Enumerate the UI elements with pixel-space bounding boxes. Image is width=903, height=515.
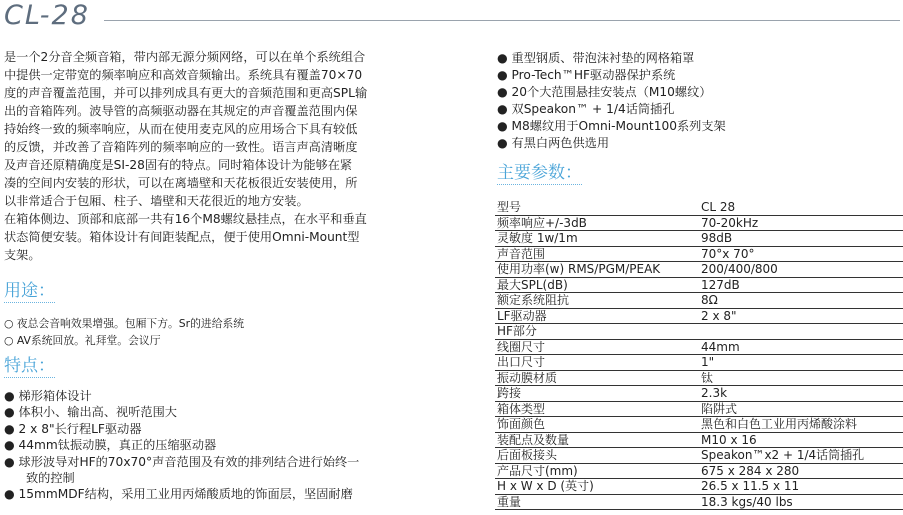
description-line: 状态简便安装。箱体设计有间距装配点，便于使用Omni-Mount型: [4, 230, 360, 244]
uses-list: [4, 315, 244, 349]
spec-key: 跨接: [495, 386, 699, 402]
spec-value: 44mm: [699, 339, 903, 355]
list-item: ● 2 x 8"长行程LF驱动器: [4, 421, 142, 436]
spec-table: [495, 200, 903, 510]
spec-key: 饰面颜色: [495, 417, 699, 433]
table-row: [495, 231, 903, 247]
spec-value: 8Ω: [699, 293, 903, 309]
spec-key: 重量: [495, 494, 699, 510]
spec-value: 70-20kHz: [699, 215, 903, 231]
list-item: ● 双Speakon™ + 1/4话筒插孔: [497, 102, 675, 116]
spec-key: 使用功率(w) RMS/PGM/PEAK: [495, 262, 699, 278]
spec-value: 1": [699, 355, 903, 371]
table-row: [495, 448, 903, 464]
spec-value: 18.3 kgs/40 lbs: [699, 494, 903, 510]
table-row: [495, 370, 903, 386]
specs-heading: 主要参数：: [497, 163, 582, 183]
page-title: CL-28: [4, 0, 90, 31]
spec-value: 127dB: [699, 277, 903, 293]
table-row: [495, 355, 903, 371]
spec-key: 额定系统阻抗: [495, 293, 699, 309]
description-line: 是一个2分音全频音箱，带内部无源分频网络，可以在单个系统组合: [4, 50, 366, 64]
table-row: [495, 494, 903, 510]
list-item: ● 15mmMDF结构，采用工业用丙烯酸质地的饰面层，坚固耐磨: [4, 487, 353, 502]
spec-key: 箱体类型: [495, 401, 699, 417]
table-row: [495, 339, 903, 355]
description-line: 的反馈，并改善了音箱阵列的频率响应的一致性。语言声高清晰度: [4, 140, 358, 154]
spec-value: 26.5 x 11.5 x 11: [699, 479, 903, 495]
spec-key: 频率响应+/-3dB: [495, 215, 699, 231]
description-line: 及声音还原精确度是SI-28固有的特点。同时箱体设计为能够在紧: [4, 158, 353, 172]
spec-key: 产品尺寸(mm): [495, 463, 699, 479]
spec-value: 70°x 70°: [699, 246, 903, 262]
table-row: [495, 432, 903, 448]
description-line: 中提供一定带宽的频率响应和高效音频输出。系统具有覆盖70×70: [4, 68, 363, 82]
list-item: ● 有黑白两色供选用: [497, 136, 610, 150]
list-item: ● 44mm钛振动膜，真正的压缩驱动器: [4, 438, 217, 453]
spec-key: 振动膜材质: [495, 370, 699, 386]
list-item: ● 体积小、输出高、视听范围大: [4, 405, 177, 420]
list-item: ● Pro-Tech™HF驱动器保护系统: [497, 68, 676, 82]
table-row: [495, 386, 903, 402]
table-row: [495, 246, 903, 262]
spec-key: 线圈尺寸: [495, 339, 699, 355]
description-line: 凑的空间内安装的形状，可以在离墙壁和天花板很近安装使用，所: [4, 176, 358, 190]
spec-value: 98dB: [699, 231, 903, 247]
list-item: ○ 夜总会音响效果增强。包厢下方。Sr的进给系统: [4, 317, 245, 330]
table-row: [495, 401, 903, 417]
spec-value: 黑色和白色工业用丙烯酸涂料: [699, 417, 903, 433]
spec-key: 型号: [495, 200, 699, 215]
spec-value: 陷阱式: [699, 401, 903, 417]
table-row: [495, 417, 903, 433]
table-row: [495, 262, 903, 278]
description-line: 支架。: [4, 248, 41, 262]
spec-value: M10 x 16: [699, 432, 903, 448]
description: [4, 48, 424, 264]
spec-value: 钛: [699, 370, 903, 386]
description-line: 以非常适合于包厢、柱子、墙壁和天花很近的地方安装。: [4, 194, 309, 208]
table-row: [495, 324, 903, 340]
list-item: ● 球形波导对HF的70x70°声音范围及有效的排列结合进行始终一: [4, 454, 360, 469]
table-row: [495, 277, 903, 293]
list-item: 致的控制: [26, 471, 75, 486]
list-item: ● 梯形箱体设计: [4, 389, 92, 403]
description-line: 在箱体侧边、顶部和底部一共有16个M8螺纹悬挂点，在水平和垂直: [4, 212, 367, 226]
description-line: 度的声音覆盖范围，并可以排列成具有更大的音频范围和更高SPL输: [4, 86, 368, 100]
list-item: ○ AV系统回放。礼拜堂。会议厅: [4, 334, 161, 347]
title-rule: [104, 20, 900, 21]
spec-value: CL 28: [699, 200, 903, 215]
spec-key: HF部分: [495, 324, 699, 340]
table-row: [495, 308, 903, 324]
list-item: ● 20个大范围悬挂安装点（M10螺纹）: [497, 85, 712, 99]
spec-value: 675 x 284 x 280: [699, 463, 903, 479]
spec-value: Speakon™x2 + 1/4话筒插孔: [699, 448, 903, 464]
spec-key: 出口尺寸: [495, 355, 699, 371]
description-line: 持始终一致的频率响应，从而在使用麦克风的应用场合下具有较低: [4, 122, 358, 136]
spec-key: 灵敏度 1w/1m: [495, 231, 699, 247]
spec-key: 最大SPL(dB): [495, 277, 699, 293]
spec-value: 2.3k: [699, 386, 903, 402]
table-row: [495, 479, 903, 495]
spec-key: 后面板接头: [495, 448, 699, 464]
spec-value: [699, 324, 903, 340]
features-list: [4, 388, 444, 503]
description-line: 出的音箱阵列。波导管的高频驱动器在其规定的声音覆盖范围内保: [4, 104, 358, 118]
table-row: [495, 463, 903, 479]
spec-key: H x W x D (英寸): [495, 479, 699, 495]
uses-heading: 用途：: [4, 281, 55, 301]
table-row: [495, 200, 903, 215]
table-row: [495, 215, 903, 231]
features-heading: 特点：: [4, 356, 55, 376]
features-right-list: [497, 50, 726, 152]
list-item: ● 重型钢质、带泡沫衬垫的网格箱罩: [497, 51, 695, 65]
table-row: [495, 293, 903, 309]
spec-value: 2 x 8": [699, 308, 903, 324]
spec-value: 200/400/800: [699, 262, 903, 278]
spec-key: LF驱动器: [495, 308, 699, 324]
spec-key: 装配点及数量: [495, 432, 699, 448]
list-item: ● M8螺纹用于Omni-Mount100系列支架: [497, 119, 726, 133]
spec-key: 声音范围: [495, 246, 699, 262]
